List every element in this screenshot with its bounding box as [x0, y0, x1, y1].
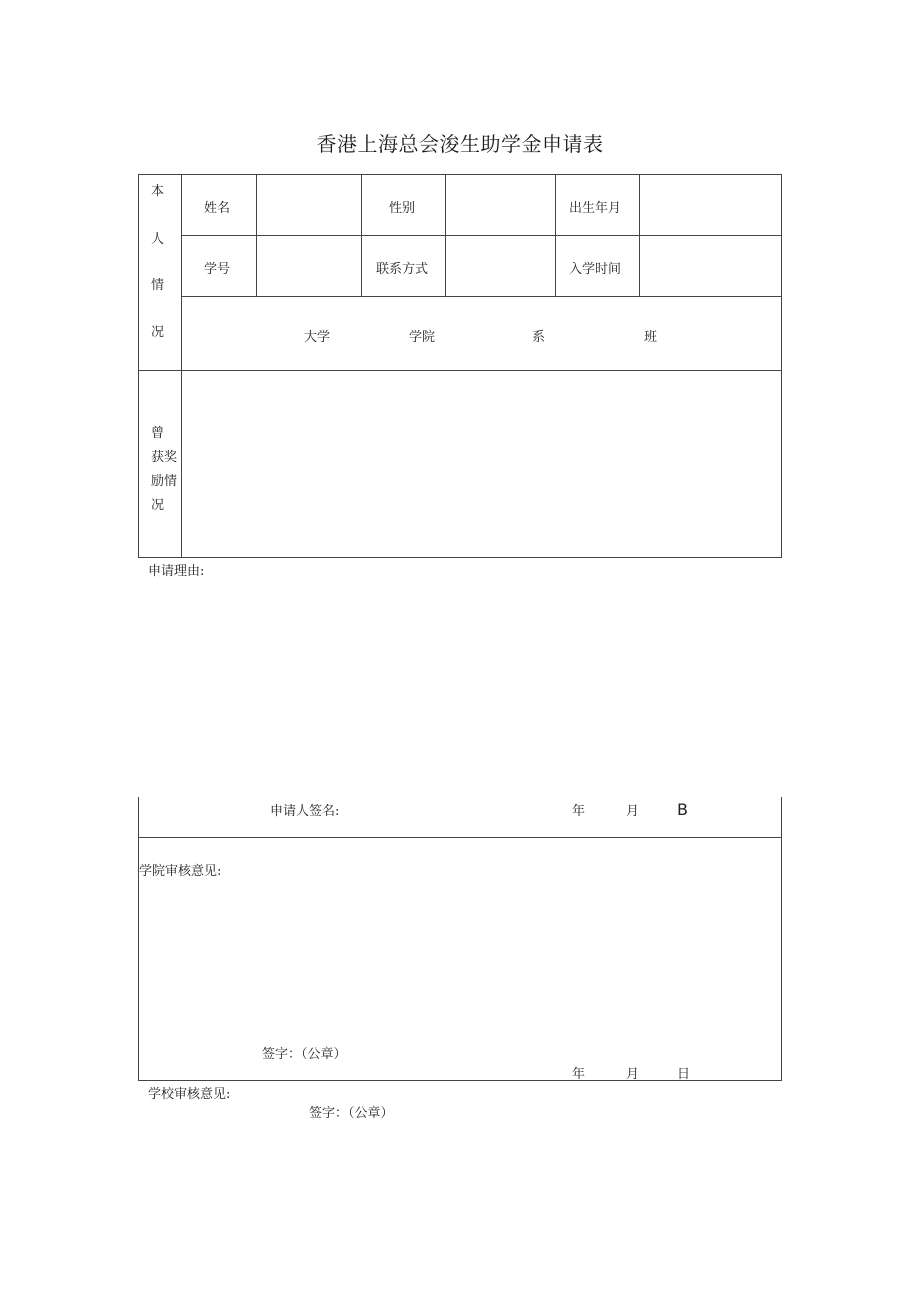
- class-label: 班: [644, 330, 658, 345]
- reason-label: 申请理由:: [148, 564, 205, 579]
- college-review-label: 学院审核意见:: [139, 864, 222, 879]
- applicant-year-label: 年: [572, 804, 586, 819]
- college-review-content-area[interactable]: [148, 882, 773, 1032]
- college-label: 学院: [409, 330, 436, 345]
- label-char: 况: [151, 325, 165, 340]
- name-label: 姓名: [204, 201, 231, 216]
- gender-label: 性别: [389, 201, 416, 216]
- form-title: 香港上海总会浚生助学金申请表: [316, 132, 604, 156]
- label-line: 励情: [151, 474, 178, 489]
- college-year-label: 年: [572, 1067, 586, 1082]
- school-review-sign: 签字：（公章）: [309, 1106, 394, 1121]
- college-review-sign: 签字：（公章）: [262, 1047, 347, 1062]
- college-month-label: 月: [626, 1067, 640, 1082]
- label-line: 况: [151, 498, 165, 513]
- applicant-signature-label: 申请人签名:: [270, 804, 340, 819]
- college-day-label: 日: [677, 1067, 691, 1082]
- label-char: 情: [151, 278, 165, 293]
- reason-content-area[interactable]: [148, 582, 778, 787]
- birth-label: 出生年月: [569, 201, 622, 216]
- student-id-label: 学号: [204, 262, 231, 277]
- applicant-month-label: 月: [626, 804, 640, 819]
- applicant-day-label: B: [677, 800, 688, 819]
- label-char: 人: [151, 232, 165, 247]
- awards-content-area[interactable]: [188, 380, 773, 550]
- school-review-label: 学校审核意见:: [148, 1087, 231, 1102]
- contact-label: 联系方式: [376, 262, 429, 277]
- label-line: 获奖: [151, 450, 178, 465]
- label-char: 本: [151, 184, 165, 199]
- university-label: 大学: [304, 330, 331, 345]
- enroll-label: 入学时间: [569, 262, 622, 277]
- label-line: 曾: [151, 426, 165, 441]
- department-label: 系: [532, 330, 546, 345]
